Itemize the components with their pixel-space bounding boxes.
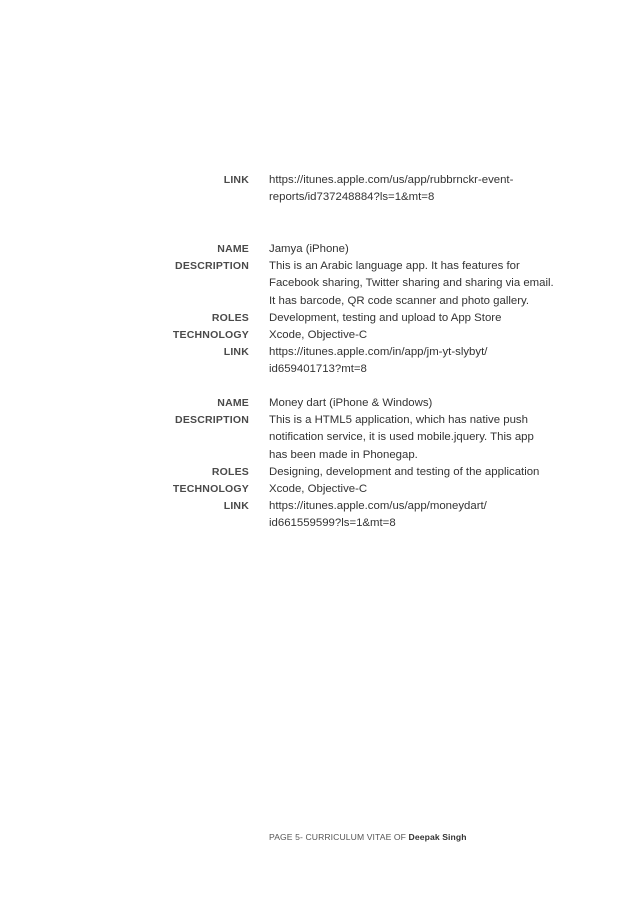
link-value[interactable]	[269, 344, 559, 378]
entry-row-technology	[0, 481, 638, 498]
entry-row-name	[0, 241, 638, 258]
roles-line: Designing, development and testing of the application	[269, 465, 540, 478]
technology-line: Xcode, Objective-C	[269, 483, 368, 496]
link-line[interactable]: id659401713?mt=8	[269, 363, 367, 376]
description-value	[269, 412, 559, 464]
footer-text	[269, 832, 638, 842]
technology-label: TECHNOLOGY	[172, 483, 249, 496]
entry-row-technology	[0, 327, 638, 344]
link-line[interactable]: id661559599?ls=1&mt=8	[269, 517, 396, 530]
link-value[interactable]	[269, 498, 559, 532]
project-entry-money-dart	[0, 395, 638, 533]
entry-row-roles	[0, 310, 638, 327]
roles-label: ROLES	[211, 311, 249, 324]
description-label: DESCRIPTION	[175, 260, 249, 273]
project-entry-jamya	[0, 241, 638, 379]
description-value	[269, 258, 559, 310]
link-line[interactable]: https://itunes.apple.com/in/app/jm-yt-slybyt/	[269, 346, 488, 359]
link-line[interactable]: https://itunes.apple.com/us/app/rubbrnckr-event-	[269, 174, 514, 186]
description-label: DESCRIPTION	[175, 414, 249, 427]
link-line[interactable]: reports/id737248884?ls=1&mt=8	[269, 191, 435, 204]
entry-row-name	[0, 395, 638, 412]
project-entry-1	[0, 172, 638, 206]
name-line: Money dart (iPhone & Windows)	[269, 397, 433, 409]
link-label: LINK	[223, 500, 249, 513]
technology-value	[269, 327, 559, 344]
entry-row-link	[0, 344, 638, 378]
name-value	[269, 241, 559, 258]
name-value	[269, 395, 559, 412]
description-line: Facebook sharing, Twitter sharing and sharing via email.	[269, 277, 554, 290]
roles-label: ROLES	[211, 465, 249, 478]
link-label: LINK	[223, 346, 249, 359]
description-line: This is an Arabic language app. It has features for	[269, 260, 520, 273]
link-value[interactable]	[269, 172, 559, 206]
description-line: notification service, it is used mobile.jquery. This app	[269, 431, 534, 444]
link-line[interactable]: https://itunes.apple.com/us/app/moneydart/	[269, 500, 487, 513]
technology-line: Xcode, Objective-C	[269, 329, 368, 342]
entry-row-link	[0, 498, 638, 532]
entry-row-link	[0, 172, 638, 206]
name-line: Jamya (iPhone)	[269, 243, 349, 255]
description-line: has been made in Phonegap.	[269, 448, 418, 461]
footer-prefix: PAGE 5- CURRICULUM VITAE OF	[269, 832, 409, 842]
technology-value	[269, 481, 559, 498]
name-label: NAME	[217, 243, 249, 255]
entry-row-description	[0, 258, 638, 310]
roles-line: Development, testing and upload to App Store	[269, 311, 502, 324]
description-line: It has barcode, QR code scanner and photo gallery.	[269, 294, 530, 307]
page-footer	[0, 832, 638, 842]
name-label: NAME	[217, 397, 249, 409]
entry-row-roles	[0, 464, 638, 481]
roles-value	[269, 310, 559, 327]
entry-row-description	[0, 412, 638, 464]
technology-label: TECHNOLOGY	[172, 329, 249, 342]
link-label: LINK	[223, 174, 249, 186]
roles-value	[269, 464, 559, 481]
description-line: This is a HTML5 application, which has native push	[269, 414, 528, 427]
footer-author: Deepak Singh	[408, 832, 467, 842]
